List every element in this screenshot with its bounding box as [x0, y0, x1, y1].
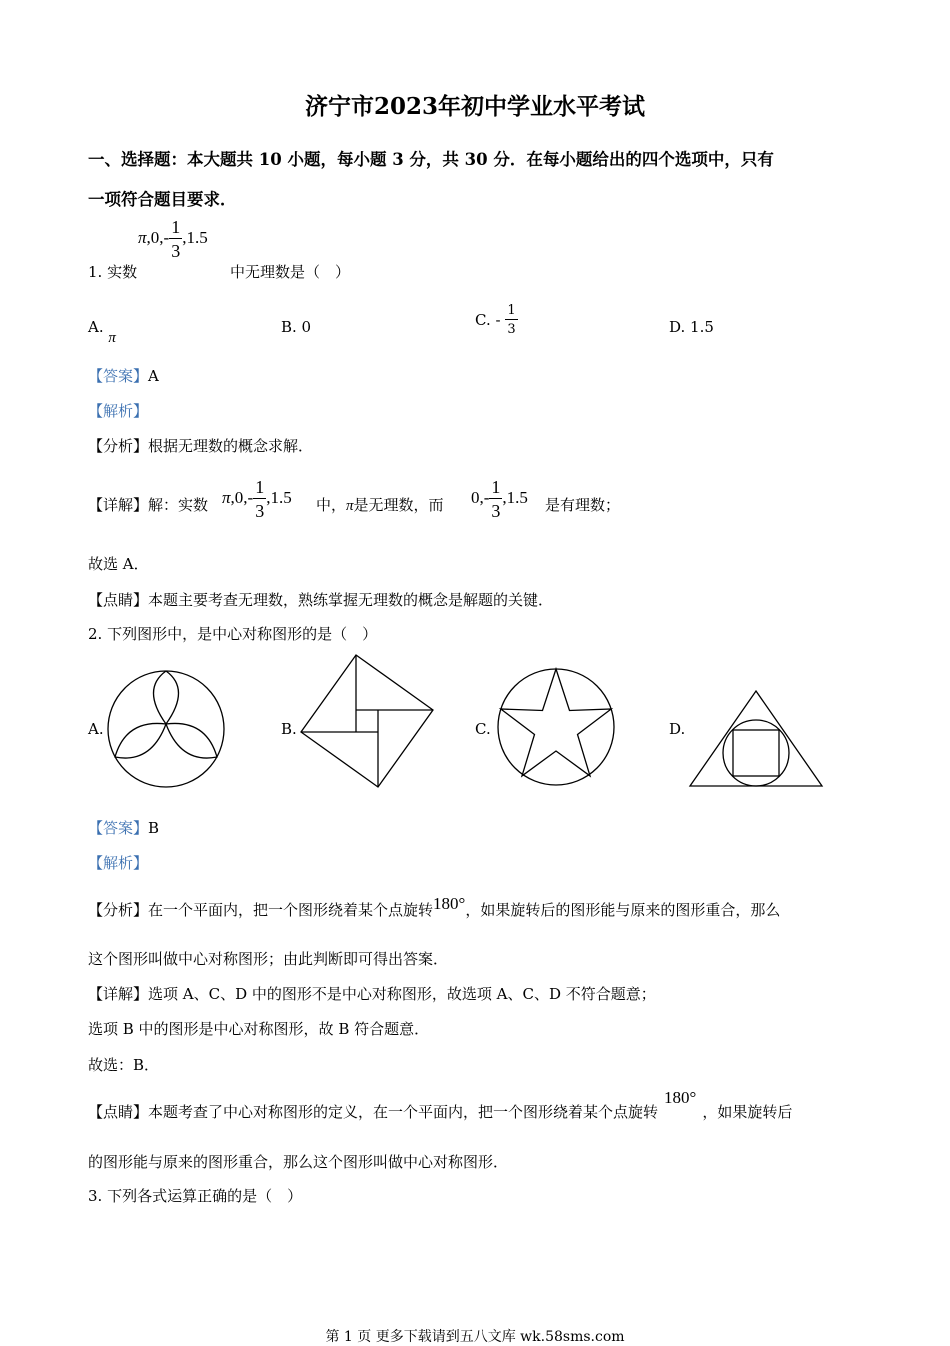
- q2-option-d-label: D.: [669, 720, 686, 738]
- section-heading-line2: 一项符合题目要求．: [88, 190, 237, 209]
- q1-expression: π,0,- $\frac{1}{3}$ ,1.5: [138, 217, 208, 261]
- q2-answer: 【答案】B: [88, 819, 160, 837]
- q1-detail-prefix: 【详解】解：实数: [88, 496, 209, 514]
- q1-detail-expression-rational: 0,- $\frac{1}{3}$ ,1.5: [471, 477, 528, 521]
- q2-option-b-label: B.: [281, 720, 297, 738]
- q1-option-b: B. 0: [281, 318, 312, 336]
- q1-detail-middle: 中，π是无理数，而: [316, 496, 444, 514]
- q2-option-c-label: C.: [475, 720, 491, 738]
- q1-stem-prefix: 1. 实数: [88, 263, 138, 281]
- q1-option-a: A. π: [88, 318, 116, 346]
- q1-answer: 【答案】A: [88, 367, 159, 385]
- q2-figure-b: [300, 654, 435, 789]
- q2-analysis-tag: 【解析】: [88, 854, 149, 872]
- q2-conclusion: 故选：B．: [88, 1056, 160, 1074]
- section-heading-line1: 一、选择题：本大题共 10 小题，每小题 3 分，共 30 分．在每小题给出的四个选项中，只有: [88, 150, 774, 169]
- page-footer: 第 1 页 更多下载请到五八文库 wk.58sms.com: [325, 1329, 625, 1345]
- q2-figure-c: [496, 667, 616, 787]
- q2-comment-line1: 【点睛】本题考查了中心对称图形的定义，在一个平面内，把一个图形绕着某个点旋转180°，如果旋转后: [88, 1088, 793, 1121]
- q1-comment: 【点睛】本题主要考查无理数，熟练掌握无理数的概念是解题的关键．: [88, 591, 554, 609]
- q1-analysis-tag: 【解析】: [88, 402, 149, 420]
- q2-option-a-label: A.: [88, 720, 104, 738]
- page-title: 济宁市2023年初中学业水平考试: [304, 93, 645, 120]
- q1-detail-expression: π,0,- $\frac{1}{3}$ ,1.5: [222, 477, 292, 521]
- q1-stem-suffix: 中无理数是（ ）: [230, 263, 351, 281]
- q2-detail-line2: 选项 B 中的图形是中心对称图形，故 B 符合题意．: [88, 1020, 430, 1038]
- q1-fenxi: 【分析】根据无理数的概念求解．: [88, 437, 314, 455]
- q2-comment-line2: 的图形能与原来的图形重合，那么这个图形叫做中心对称图形．: [88, 1153, 509, 1171]
- q2-fenxi-line1: 【分析】在一个平面内，把一个图形绕着某个点旋转180°，如果旋转后的图形能与原来的图形重合，那么: [88, 894, 781, 919]
- q2-figure-d: [688, 690, 824, 788]
- q1-option-c: C. - $\frac{1}{3}$: [475, 303, 516, 337]
- q1-detail-end: 是有理数；: [545, 496, 621, 514]
- q3-stem: 3. 下列各式运算正确的是（ ）: [88, 1187, 303, 1205]
- q1-conclusion: 故选 A．: [88, 555, 149, 573]
- q2-fenxi-line2: 这个图形叫做中心对称图形；由此判断即可得出答案．: [88, 950, 449, 968]
- q1-option-d: D. 1.5: [669, 318, 714, 336]
- q2-figure-a: [106, 669, 226, 789]
- q2-stem: 2. 下列图形中，是中心对称图形的是（ ）: [88, 625, 378, 643]
- q2-detail-line1: 【详解】选项 A、C、D 中的图形不是中心对称图形，故选项 A、C、D 不符合题意；: [88, 985, 656, 1003]
